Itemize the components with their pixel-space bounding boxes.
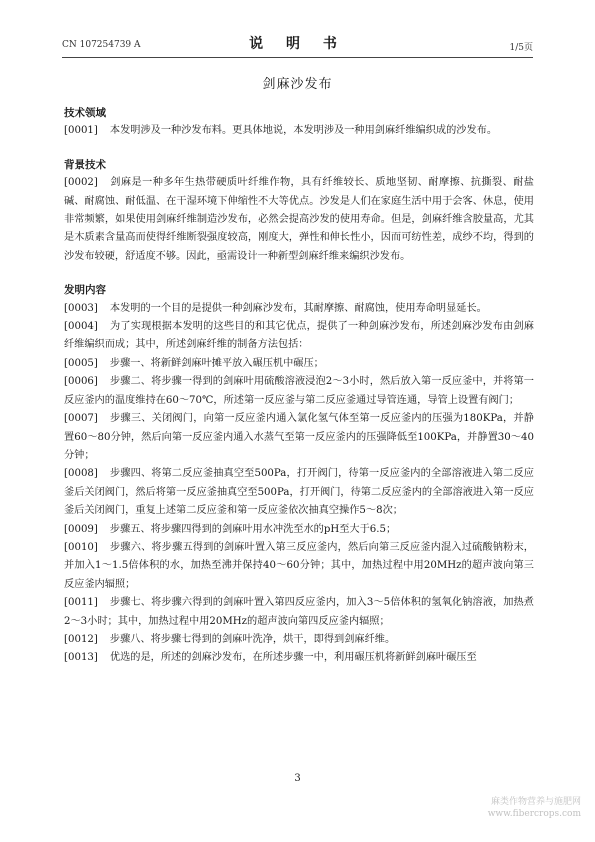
paragraph-text: 步骤八、将步骤七得到的剑麻叶洗净，烘干，即得到剑麻纤维。 <box>109 633 396 645</box>
paragraph-text: 步骤六、将步骤五得到的剑麻叶置入第三反应釜内，然后向第三反应釜内混入过硫酸钠粉末，并加入1～1.5倍体积的水，加热至沸并保持40～60分钟；其中，加热过程中用20MHz的超声波向第三反应釜内辐照； <box>64 541 534 590</box>
paragraph-text: 优选的是，所述的剑麻沙发布，在所述步骤一中，利用碾压机将新鲜剑麻叶碾压至 <box>109 652 477 664</box>
paragraph <box>64 410 534 465</box>
paragraph <box>64 122 534 140</box>
paragraph-number: [0007] <box>64 413 98 425</box>
paragraph-text: 步骤二、将步骤一得到的剑麻叶用硫酸溶液浸泡2～3小时，然后放入第一反应釜中，并将第一反应釜内的温度维持在60～70℃，所述第一反应釜与第二反应釜通过导管连通，导管上设置有阀门； <box>64 376 534 406</box>
header-divider <box>62 57 533 58</box>
paragraph-text: 步骤七、将步骤六得到的剑麻叶置入第四反应釜内，加入3～5倍体积的氢氧化钠溶液，加热煮2～3小时；其中，加热过程中用20MHz的超声波向第四反应釜内辐照； <box>64 597 534 627</box>
paragraph-text: 步骤五、将步骤四得到的剑麻叶用水冲洗至水的pH至大于6.5； <box>109 523 397 535</box>
paragraph-number: [0012] <box>64 633 98 645</box>
paragraph <box>64 539 534 594</box>
watermark-site-name: 麻类作物营养与施肥网 <box>490 797 581 807</box>
paragraph-text: 剑麻是一种多年生热带硬质叶纤维作物，具有纤维较长、质地坚韧、耐摩擦、抗撕裂、耐盐碱、耐腐蚀、耐低温、在干湿环境下伸缩性不大等优点。沙发是人们在家庭生活中用于会客、休息，使用非常频繁，如果使用剑麻纤维制造沙发布，必然会提高沙发的使用寿命。但是，剑麻纤维含胶量高，尤其是木质素含量高而使得纤维断裂强度较高，刚度大，弹性和伸长性小，因而可纺性差，成纱不均，得到的沙发布较硬，舒适度不够。因此，亟需设计一种新型剑麻纤维来编织沙发布。 <box>64 177 534 262</box>
paragraph-text: 本发明的一个目的是提供一种剑麻沙发布，其耐摩擦、耐腐蚀，使用寿命明显延长。 <box>109 302 487 314</box>
paragraph <box>64 465 534 520</box>
paragraph-text: 本发明涉及一种沙发布料。更具体地说，本发明涉及一种用剑麻纤维编织成的沙发布。 <box>109 125 498 137</box>
paragraph <box>64 318 534 355</box>
patent-number: CN 107254739 A <box>62 40 141 50</box>
paragraph <box>64 300 534 318</box>
paragraph-number: [0013] <box>64 652 98 664</box>
paragraph-number: [0010] <box>64 541 98 553</box>
section-heading-invention: 发明内容 <box>64 284 106 297</box>
paragraph <box>64 174 534 266</box>
page-number: 3 <box>294 773 301 784</box>
paragraph <box>64 373 534 410</box>
paragraph <box>64 355 534 373</box>
section-heading-background: 背景技术 <box>64 158 106 171</box>
paragraph <box>64 594 534 631</box>
watermark-url: www.fibercrops.com <box>487 809 581 819</box>
paragraph-number: [0006] <box>64 376 98 388</box>
paragraph <box>64 631 534 649</box>
paragraph-number: [0003] <box>64 302 98 314</box>
document-body <box>64 104 534 668</box>
page-indicator: 1/5页 <box>509 43 533 53</box>
section-heading-tech-field: 技术领域 <box>64 107 106 119</box>
paragraph-number: [0009] <box>64 523 98 535</box>
paragraph-number: [0002] <box>64 177 98 189</box>
paragraph <box>64 521 534 539</box>
paragraph <box>64 649 534 667</box>
page-header <box>62 30 533 56</box>
paragraph-number: [0011] <box>64 597 98 609</box>
paragraph-text: 步骤三、关闭阀门，向第一反应釜内通入氯化氢气体至第一反应釜内的压强为180KPa，并静置60～80分钟，然后向第一反应釜内通入水蒸气至第一反应釜内的压强降低至100KPa，并静置30～40分钟； <box>64 413 534 461</box>
paragraph-text: 步骤四、将第二反应釜抽真空至500Pa，打开阀门，待第一反应釜内的全部溶液进入第二反应釜后关闭阀门，然后将第一反应釜抽真空至500Pa，打开阀门，待第二反应釜内的全部溶液进入第一反应釜后关闭阀门，重复上述第二反应釜和第一反应釜依次抽真空操作5～8次； <box>64 468 534 517</box>
watermark <box>488 796 581 820</box>
document-title: 剑麻沙发布 <box>262 77 333 92</box>
paragraph-number: [0005] <box>64 357 98 369</box>
paragraph-text: 步骤一、将新鲜剑麻叶摊平放入碾压机中碾压； <box>109 357 324 369</box>
document-type: 说 明 书 <box>249 36 346 52</box>
paragraph-number: [0008] <box>64 468 98 480</box>
paragraph-number: [0001] <box>64 125 98 137</box>
paragraph-text: 为了实现根据本发明的这些目的和其它优点，提供了一种剑麻沙发布，所述剑麻沙发布由剑麻纤维编织而成；其中，所述剑麻纤维的制备方法包括： <box>64 321 534 351</box>
paragraph-number: [0004] <box>64 321 98 333</box>
